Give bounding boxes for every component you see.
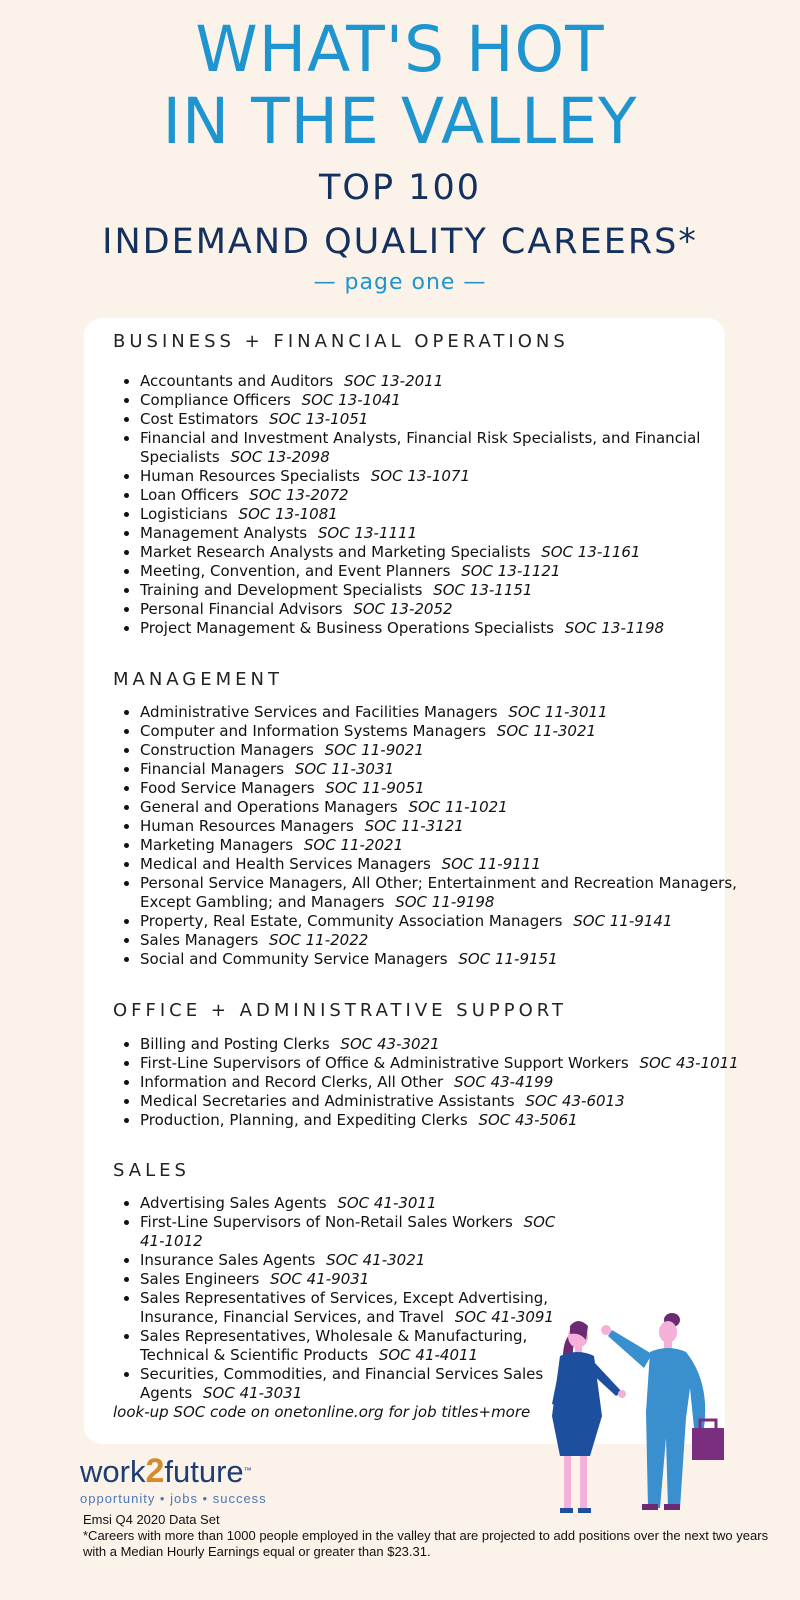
job-title: Production, Planning, and Expediting Clerks xyxy=(140,1111,468,1129)
job-title: First-Line Supervisors of Office & Administrative Support Workers xyxy=(140,1054,629,1072)
job-title: Human Resources Managers xyxy=(140,817,354,835)
soc-code: SOC 11-9141 xyxy=(573,912,673,930)
soc-code: SOC 13-1121 xyxy=(461,562,561,580)
job-item xyxy=(140,1251,560,1270)
page-title xyxy=(0,14,800,158)
job-title: Securities, Commodities, and Financial Services Sales Agents xyxy=(140,1365,544,1402)
lookup-note: look-up SOC code on onetonline.org for job titles+more xyxy=(113,1403,531,1421)
logo-wordmark: work2future™ xyxy=(80,1452,252,1490)
job-item xyxy=(140,524,740,543)
job-item xyxy=(140,1035,740,1054)
job-item xyxy=(140,486,740,505)
soc-code: SOC 43-3021 xyxy=(340,1035,440,1053)
job-title: Meeting, Convention, and Event Planners xyxy=(140,562,451,580)
page-label: — page one — xyxy=(313,270,487,295)
job-title: Market Research Analysts and Marketing Specialists xyxy=(140,543,531,561)
soc-code: SOC 13-1151 xyxy=(433,581,533,599)
job-title: Medical Secretaries and Administrative Assistants xyxy=(140,1092,515,1110)
job-title: Marketing Managers xyxy=(140,836,294,854)
job-item xyxy=(140,741,740,760)
job-title: Billing and Posting Clerks xyxy=(140,1035,330,1053)
job-item xyxy=(140,1365,560,1403)
soc-code: SOC 43-6013 xyxy=(525,1092,625,1110)
job-list-management xyxy=(113,703,740,969)
footer-note: *Careers with more than 1000 people employed in the valley that are projected to add positions over the next two years with a Median Hourly Earnings equal or greater than $23.31. xyxy=(83,1528,769,1559)
soc-code: SOC 13-2052 xyxy=(353,600,453,618)
job-item xyxy=(140,410,740,429)
job-item xyxy=(140,912,740,931)
soc-code: SOC 13-1041 xyxy=(301,391,401,409)
job-title: Accountants and Auditors xyxy=(140,372,334,390)
soc-code: SOC 43-1011 xyxy=(639,1054,739,1072)
job-title: Medical and Health Services Managers xyxy=(140,855,431,873)
woman-figure xyxy=(552,1321,626,1513)
soc-code: SOC 11-1021 xyxy=(408,798,508,816)
soc-code: SOC 11-9021 xyxy=(324,741,424,759)
job-title: Administrative Services and Facilities Managers xyxy=(140,703,498,721)
soc-code: SOC 13-1161 xyxy=(541,543,641,561)
job-title: Computer and Information Systems Managers xyxy=(140,722,487,740)
soc-code: SOC 11-9051 xyxy=(325,779,425,797)
job-item xyxy=(140,391,740,410)
job-item xyxy=(140,1213,560,1251)
soc-code: SOC 43-4199 xyxy=(454,1073,554,1091)
job-title: Social and Community Service Managers xyxy=(140,950,448,968)
job-item xyxy=(140,1092,740,1111)
soc-code: SOC 11-3121 xyxy=(364,817,464,835)
soc-code: SOC 11-3031 xyxy=(294,760,395,778)
job-item xyxy=(140,600,740,619)
job-item xyxy=(140,467,740,486)
soc-code: SOC 41-4011 xyxy=(378,1346,479,1364)
soc-code: SOC 13-2072 xyxy=(249,486,349,504)
job-item xyxy=(140,581,740,600)
soc-code: SOC 41-1012 xyxy=(140,1213,556,1250)
job-item xyxy=(140,779,740,798)
job-title: Personal Financial Advisors xyxy=(140,600,343,618)
job-title: First-Line Supervisors of Non-Retail Sales Workers xyxy=(140,1213,513,1231)
job-item xyxy=(140,931,740,950)
job-item xyxy=(140,1270,560,1289)
job-list-sales xyxy=(113,1194,560,1403)
footer-data-set: Emsi Q4 2020 Data Set xyxy=(83,1512,220,1527)
job-item xyxy=(140,429,740,467)
job-title: Training and Development Specialists xyxy=(140,581,423,599)
job-item xyxy=(140,1054,740,1073)
job-title: Construction Managers xyxy=(140,741,314,759)
soc-code: SOC 41-3011 xyxy=(337,1194,437,1212)
soc-code: SOC 11-9111 xyxy=(441,855,541,873)
job-item xyxy=(140,836,740,855)
job-title: Food Service Managers xyxy=(140,779,315,797)
job-item xyxy=(140,619,740,638)
job-list-office xyxy=(113,1035,740,1130)
soc-code: SOC 13-1071 xyxy=(370,467,470,485)
job-item xyxy=(140,722,740,741)
section-title-management: MANAGEMENT xyxy=(113,669,283,690)
soc-code: SOC 13-2011 xyxy=(344,372,444,390)
job-title: Sales Representatives of Services, Except Advertising, Insurance, Financial Services, and Travel xyxy=(140,1289,548,1326)
soc-code: SOC 13-1111 xyxy=(317,524,418,542)
job-item xyxy=(140,703,740,722)
soc-code: SOC 43-5061 xyxy=(478,1111,578,1129)
job-title: Compliance Officers xyxy=(140,391,291,409)
people-illustration xyxy=(542,1312,742,1522)
job-title: Financial Managers xyxy=(140,760,285,778)
job-item xyxy=(140,1111,740,1130)
job-item xyxy=(140,817,740,836)
job-item xyxy=(140,543,740,562)
job-item xyxy=(140,1194,560,1213)
job-item xyxy=(140,562,740,581)
job-title: Sales Managers xyxy=(140,931,259,949)
soc-code: SOC 13-2098 xyxy=(230,448,330,466)
soc-code: SOC 41-3091 xyxy=(454,1308,554,1326)
job-item xyxy=(140,950,740,969)
title-line-2: IN THE VALLEY xyxy=(162,85,638,158)
job-item xyxy=(140,372,740,391)
job-title: Advertising Sales Agents xyxy=(140,1194,327,1212)
section-title-sales: SALES xyxy=(113,1160,190,1181)
job-title: Human Resources Specialists xyxy=(140,467,360,485)
job-title: Sales Representatives, Wholesale & Manufacturing, Technical & Scientific Products xyxy=(140,1327,528,1364)
job-list-business xyxy=(113,372,740,638)
title-line-1: WHAT'S HOT xyxy=(195,13,605,86)
job-title: Project Management & Business Operations Specialists xyxy=(140,619,555,637)
job-title: Property, Real Estate, Community Association Managers xyxy=(140,912,563,930)
work2future-logo xyxy=(80,1454,267,1506)
job-title: Loan Officers xyxy=(140,486,239,504)
soc-code: SOC 11-3011 xyxy=(508,703,608,721)
job-item xyxy=(140,1073,740,1092)
job-title: Information and Record Clerks, All Other xyxy=(140,1073,444,1091)
logo-tagline: opportunity • jobs • success xyxy=(80,1491,267,1506)
job-item xyxy=(140,798,740,817)
subtitle-line-1: TOP 100 xyxy=(319,168,481,208)
job-title: Personal Service Managers, All Other; Entertainment and Recreation Managers, Except Gambling; and Managers xyxy=(140,874,737,911)
soc-code: SOC 11-3021 xyxy=(496,722,597,740)
job-title: General and Operations Managers xyxy=(140,798,398,816)
job-title: Logisticians xyxy=(140,505,228,523)
soc-code: SOC 41-3031 xyxy=(203,1384,303,1402)
job-item xyxy=(140,874,740,912)
soc-code: SOC 11-9198 xyxy=(395,893,495,911)
job-item xyxy=(140,760,740,779)
man-figure xyxy=(601,1313,724,1510)
soc-code: SOC 41-3021 xyxy=(326,1251,426,1269)
job-item xyxy=(140,1327,560,1365)
job-title: Financial and Investment Analysts, Financial Risk Specialists, and Financial Specialists xyxy=(140,429,701,466)
soc-code: SOC 13-1051 xyxy=(269,410,369,428)
subtitle-line-2: INDEMAND QUALITY CAREERS* xyxy=(102,222,698,262)
job-title: Sales Engineers xyxy=(140,1270,260,1288)
job-item xyxy=(140,505,740,524)
soc-code: SOC 13-1081 xyxy=(238,505,338,523)
section-title-business: BUSINESS + FINANCIAL OPERATIONS xyxy=(113,331,569,352)
job-item xyxy=(140,855,740,874)
job-title: Management Analysts xyxy=(140,524,308,542)
soc-code: SOC 41-9031 xyxy=(270,1270,370,1288)
job-item xyxy=(140,1289,560,1327)
soc-code: SOC 11-9151 xyxy=(458,950,558,968)
job-title: Insurance Sales Agents xyxy=(140,1251,316,1269)
section-title-office: OFFICE + ADMINISTRATIVE SUPPORT xyxy=(113,1000,567,1021)
soc-code: SOC 11-2022 xyxy=(269,931,369,949)
soc-code: SOC 13-1198 xyxy=(564,619,665,637)
soc-code: SOC 11-2021 xyxy=(303,836,404,854)
job-title: Cost Estimators xyxy=(140,410,259,428)
